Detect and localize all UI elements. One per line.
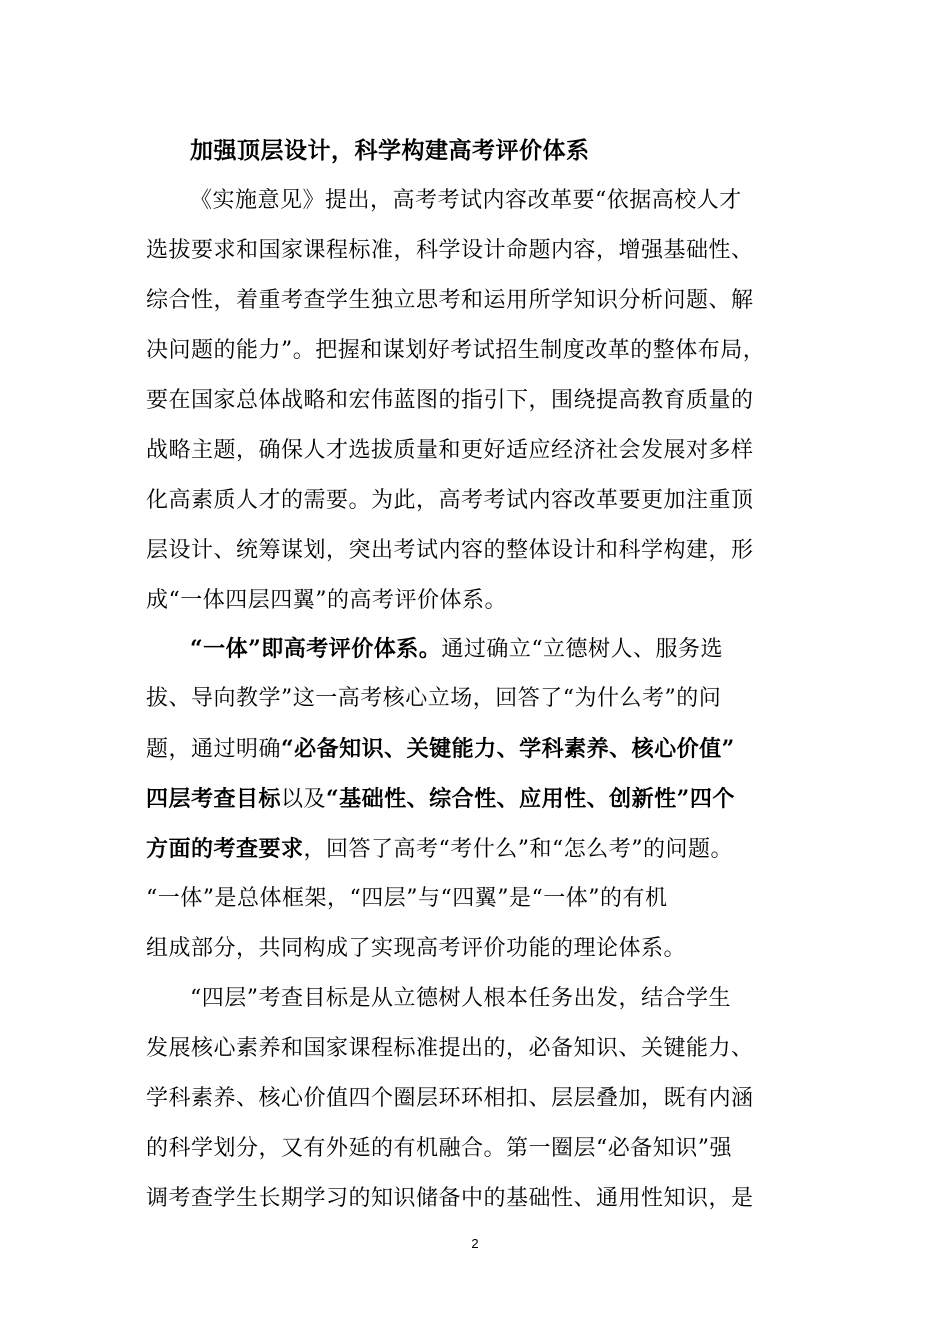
paragraph-2-line: 组成部分，共同构成了实现高考评价功能的理论体系。 (146, 936, 687, 961)
paragraph-2-line: “一体”是总体框架，“四层”与“四翼”是“一体”的有机 (146, 886, 668, 911)
bold-term: “一体”即高考评价体系。 (190, 636, 442, 662)
text-span: 以及 (281, 787, 327, 812)
paragraph-1-line: 层设计、统筹谋划，突出考试内容的整体设计和科学构建，形 (146, 538, 754, 563)
bold-term: “基础性、综合性、应用性、创新性”四个 (326, 786, 735, 812)
paragraph-3-line: 调考查学生长期学习的知识储备中的基础性、通用性知识，是 (146, 1186, 754, 1211)
paragraph-1-line: 成“一体四层四翼”的高考评价体系。 (146, 588, 507, 613)
text-span: ，回答了高考“考什么”和“怎么考”的问题。 (303, 837, 734, 862)
paragraph-1-line: 要在国家总体战略和宏伟蓝图的指引下，围绕提高教育质量的 (146, 388, 754, 413)
paragraph-2-line (146, 734, 826, 764)
bold-term: 四层考查目标 (146, 786, 282, 812)
section-heading: 加强顶层设计，科学构建高考评价体系 (190, 137, 590, 164)
bold-term: 方面的考查要求 (146, 836, 304, 862)
page-number: 2 (471, 1236, 479, 1251)
paragraph-3-line: 学科素养、核心价值四个圈层环环相扣、层层叠加，既有内涵 (146, 1086, 754, 1111)
paragraph-1-line: 战略主题，确保人才选拔质量和更好适应经济社会发展对多样 (146, 438, 754, 463)
text-span: 题，通过明确 (146, 737, 282, 762)
paragraph-2-line (190, 634, 870, 664)
paragraph-1-line: 选拔要求和国家课程标准，科学设计命题内容，增强基础性、 (146, 238, 754, 263)
paragraph-1-line: 《实施意见》提出，高考考试内容改革要“依据高校人才 (190, 188, 742, 213)
paragraph-1-line: 决问题的能力”。把握和谋划好考试招生制度改革的整体布局， (146, 338, 766, 363)
paragraph-1-line: 化高素质人才的需要。为此，高考考试内容改革要更加注重顶 (146, 488, 754, 513)
paragraph-3-line: 发展核心素养和国家课程标准提出的，必备知识、关键能力、 (146, 1036, 754, 1061)
paragraph-3-line: 的科学划分，又有外延的有机融合。第一圈层“必备知识”强 (146, 1136, 732, 1161)
paragraph-3-line: “四层”考查目标是从立德树人根本任务出发，结合学生 (190, 986, 731, 1011)
paragraph-2-line (146, 784, 826, 814)
bold-term: “必备知识、关键能力、学科素养、核心价值” (281, 736, 735, 762)
paragraph-2-line: 拔、导向教学”这一高考核心立场，回答了“为什么考”的问 (146, 686, 722, 711)
paragraph-1-line: 综合性，着重考查学生独立思考和运用所学知识分析问题、解 (146, 288, 754, 313)
paragraph-2-line (146, 834, 826, 864)
text-span: 通过确立“立德树人、服务选 (441, 637, 724, 662)
